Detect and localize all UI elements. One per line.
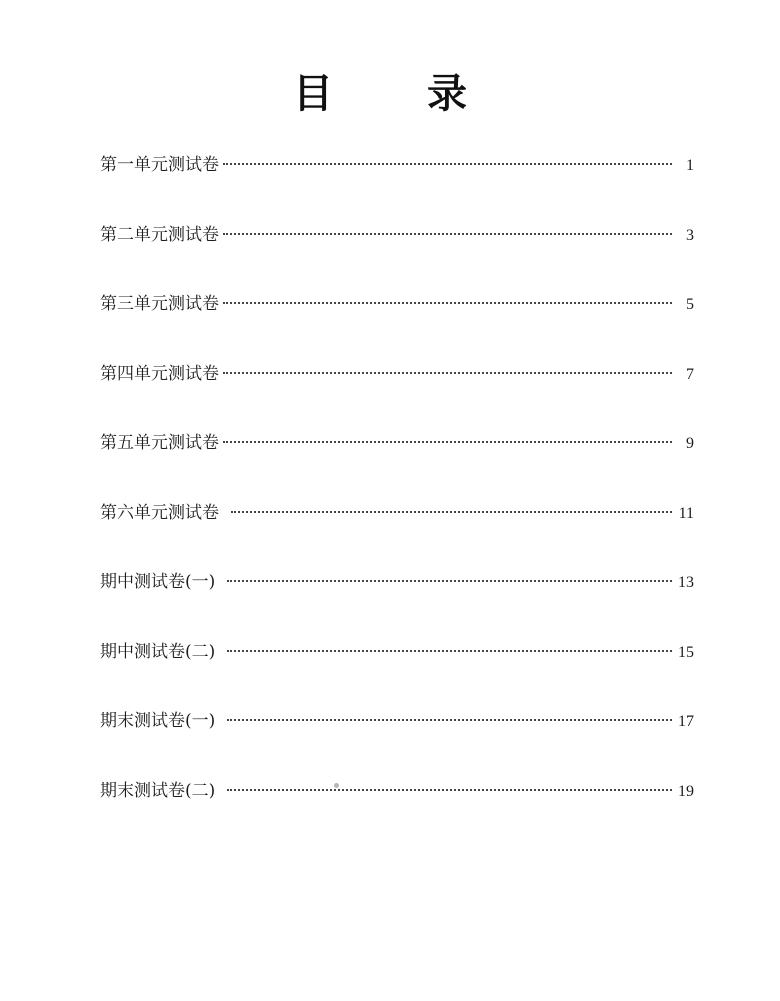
toc-entry[interactable] [100, 706, 694, 776]
toc-entry-page-number: 5 [686, 296, 694, 313]
toc-entry[interactable] [100, 567, 694, 637]
toc-entry-label: 期末测试卷(一) [100, 711, 216, 731]
toc-entry-page-number: 7 [686, 365, 694, 383]
dot-leader [223, 372, 672, 374]
dot-leader [227, 719, 672, 721]
toc-entry[interactable] [100, 637, 694, 707]
toc-entry-page-number: 17 [678, 713, 694, 730]
toc-entry[interactable] [100, 776, 694, 846]
dot-leader [223, 441, 672, 443]
page-title: 目 录 [293, 70, 507, 117]
dot-leader [227, 580, 672, 582]
toc-entry-label: 期中测试卷(二) [100, 641, 216, 662]
toc-entry-label: 第三单元测试卷 [100, 294, 219, 314]
toc-entry-label: 第四单元测试卷 [100, 363, 219, 384]
toc-entry-label: 期中测试卷(一) [100, 572, 216, 592]
dot-leader [223, 233, 672, 235]
toc-entry[interactable] [100, 220, 694, 290]
table-of-contents [100, 150, 694, 845]
toc-entry-label: 第一单元测试卷 [100, 155, 219, 175]
toc-entry-page-number: 13 [678, 574, 694, 591]
toc-entry-page-number: 3 [686, 226, 694, 244]
dot-leader [227, 789, 672, 791]
toc-entry-page-number: 11 [678, 504, 694, 522]
scan-speck [334, 783, 339, 788]
toc-entry-page-number: 15 [678, 643, 694, 661]
toc-entry-label: 期末测试卷(二) [100, 780, 216, 801]
dot-leader [231, 511, 672, 513]
toc-entry-page-number: 1 [686, 157, 694, 174]
toc-entry-label: 第五单元测试卷 [100, 433, 219, 453]
dot-leader [223, 163, 672, 165]
toc-entry[interactable] [100, 150, 694, 220]
toc-entry-page-number: 19 [678, 782, 694, 800]
toc-entry[interactable] [100, 359, 694, 429]
dot-leader [227, 650, 672, 652]
dot-leader [223, 302, 672, 304]
toc-entry-label: 第六单元测试卷 [100, 502, 219, 523]
toc-entry[interactable] [100, 498, 694, 568]
toc-entry-page-number: 9 [686, 435, 694, 452]
toc-entry[interactable] [100, 428, 694, 498]
toc-entry-label: 第二单元测试卷 [100, 224, 219, 245]
toc-entry[interactable] [100, 289, 694, 359]
